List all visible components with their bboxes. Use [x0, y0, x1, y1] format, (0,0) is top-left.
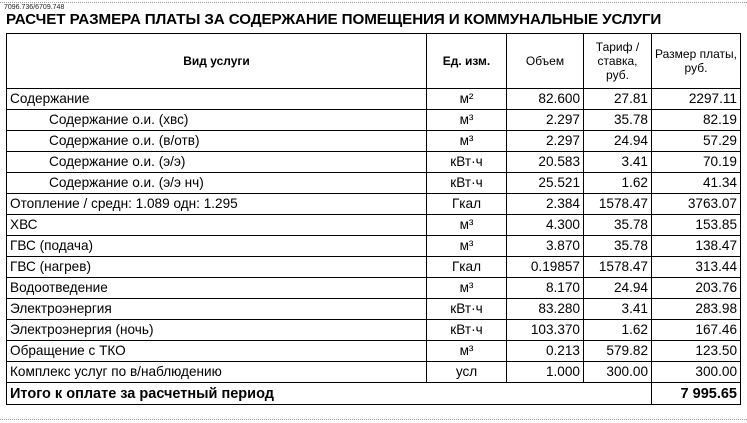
- page-title: РАСЧЕТ РАЗМЕРА ПЛАТЫ ЗА СОДЕРЖАНИЕ ПОМЕЩЕНИЯ И КОММУНАЛЬНЫЕ УСЛУГИ: [6, 11, 662, 28]
- charges-table: [6, 33, 741, 405]
- service-volume: 2.297: [507, 110, 584, 131]
- service-volume: 82.600: [507, 89, 584, 110]
- service-tariff: 300.00: [584, 362, 652, 383]
- service-amount: 57.29: [652, 131, 741, 152]
- service-unit: м³: [427, 236, 507, 257]
- service-tariff: 24.94: [584, 278, 652, 299]
- service-name: Содержание о.и. (э/э нч): [7, 173, 427, 194]
- service-unit: кВт·ч: [427, 299, 507, 320]
- service-unit: м³: [427, 215, 507, 236]
- service-tariff: 35.78: [584, 110, 652, 131]
- table-row: [7, 152, 741, 173]
- service-name: Содержание о.и. (э/э): [7, 152, 427, 173]
- service-tariff: 35.78: [584, 236, 652, 257]
- service-volume: 2.297: [507, 131, 584, 152]
- service-volume: 0.19857: [507, 257, 584, 278]
- table-row: [7, 341, 741, 362]
- service-unit: м³: [427, 110, 507, 131]
- table-row: [7, 320, 741, 341]
- service-tariff: 579.82: [584, 341, 652, 362]
- service-amount: 283.98: [652, 299, 741, 320]
- service-unit: м³: [427, 131, 507, 152]
- service-unit: усл: [427, 362, 507, 383]
- service-amount: 313.44: [652, 257, 741, 278]
- service-tariff: 3.41: [584, 152, 652, 173]
- service-unit: м³: [427, 341, 507, 362]
- service-volume: 83.280: [507, 299, 584, 320]
- service-name: Содержание: [7, 89, 427, 110]
- service-unit: кВт·ч: [427, 152, 507, 173]
- table-row: [7, 173, 741, 194]
- col-header-unit: Ед. изм.: [427, 34, 507, 89]
- table-row: [7, 194, 741, 215]
- service-volume: 25.521: [507, 173, 584, 194]
- service-unit: м²: [427, 89, 507, 110]
- service-name: Содержание о.и. (хвс): [7, 110, 427, 131]
- header-code: 7096.736/6709.748: [4, 4, 65, 11]
- service-tariff: 24.94: [584, 131, 652, 152]
- service-volume: 2.384: [507, 194, 584, 215]
- service-name: ГВС (нагрев): [7, 257, 427, 278]
- col-header-service: Вид услуги: [7, 34, 427, 89]
- service-amount: 3763.07: [652, 194, 741, 215]
- service-name: Обращение с ТКО: [7, 341, 427, 362]
- service-amount: 153.85: [652, 215, 741, 236]
- service-tariff: 1578.47: [584, 194, 652, 215]
- service-unit: Гкал: [427, 257, 507, 278]
- top-dotted-line: [0, 0, 747, 5]
- table-row: [7, 299, 741, 320]
- service-amount: 138.47: [652, 236, 741, 257]
- service-unit: кВт·ч: [427, 173, 507, 194]
- service-amount: 167.46: [652, 320, 741, 341]
- total-label: Итого к оплате за расчетный период: [7, 383, 652, 405]
- service-name: ГВС (подача): [7, 236, 427, 257]
- col-header-tariff: Тариф / ставка, руб.: [584, 34, 652, 89]
- service-unit: Гкал: [427, 194, 507, 215]
- service-name: Отопление / средн: 1.089 одн: 1.295: [7, 194, 427, 215]
- service-volume: 8.170: [507, 278, 584, 299]
- table-row: [7, 236, 741, 257]
- table-header-row: [7, 34, 741, 89]
- service-tariff: 1.62: [584, 173, 652, 194]
- service-amount: 203.76: [652, 278, 741, 299]
- table-row: [7, 362, 741, 383]
- service-amount: 41.34: [652, 173, 741, 194]
- table-row: [7, 278, 741, 299]
- service-amount: 123.50: [652, 341, 741, 362]
- service-volume: 103.370: [507, 320, 584, 341]
- total-amount: 7 995.65: [652, 383, 741, 405]
- total-row: [7, 383, 741, 405]
- service-amount: 82.19: [652, 110, 741, 131]
- service-amount: 300.00: [652, 362, 741, 383]
- service-name: Комплекс услуг по в/наблюдению: [7, 362, 427, 383]
- service-volume: 4.300: [507, 215, 584, 236]
- service-tariff: 3.41: [584, 299, 652, 320]
- col-header-amount: Размер платы, руб.: [652, 34, 741, 89]
- service-name: Электроэнергия (ночь): [7, 320, 427, 341]
- service-tariff: 1.62: [584, 320, 652, 341]
- service-unit: кВт·ч: [427, 320, 507, 341]
- table-row: [7, 215, 741, 236]
- service-tariff: 35.78: [584, 215, 652, 236]
- service-amount: 2297.11: [652, 89, 741, 110]
- service-volume: 20.583: [507, 152, 584, 173]
- table-row: [7, 110, 741, 131]
- service-volume: 0.213: [507, 341, 584, 362]
- service-name: ХВС: [7, 215, 427, 236]
- service-unit: м³: [427, 278, 507, 299]
- service-name: Содержание о.и. (в/отв): [7, 131, 427, 152]
- table-row: [7, 257, 741, 278]
- service-volume: 3.870: [507, 236, 584, 257]
- service-tariff: 27.81: [584, 89, 652, 110]
- service-name: Электроэнергия: [7, 299, 427, 320]
- service-tariff: 1578.47: [584, 257, 652, 278]
- service-name: Водоотведение: [7, 278, 427, 299]
- table-row: [7, 131, 741, 152]
- service-volume: 1.000: [507, 362, 584, 383]
- table-row: [7, 89, 741, 110]
- service-amount: 70.19: [652, 152, 741, 173]
- bottom-dotted-line: [0, 419, 747, 420]
- col-header-volume: Объем: [507, 34, 584, 89]
